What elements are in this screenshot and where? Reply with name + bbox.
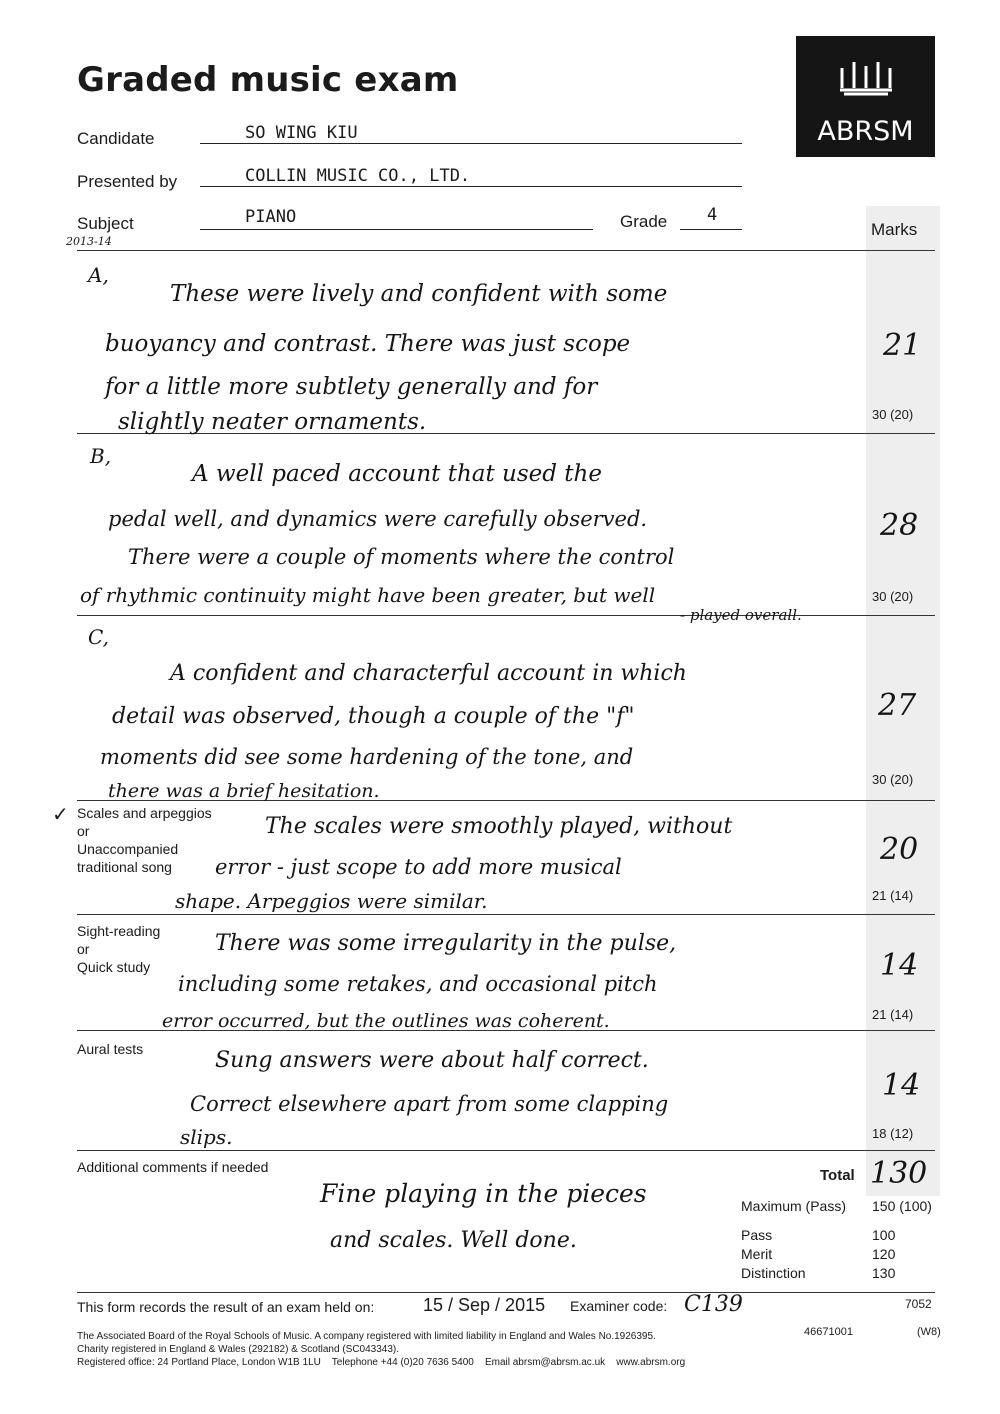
scales-line: error - just scope to add more musical bbox=[215, 855, 622, 879]
aural-mark: 14 bbox=[882, 1068, 921, 1103]
section-c-max: 30 (20) bbox=[872, 772, 914, 787]
section-c-line: detail was observed, though a couple of the "f" bbox=[112, 704, 635, 729]
subject-note: 2013-14 bbox=[66, 235, 112, 248]
aural-line: Correct elsewhere apart from some clapping bbox=[190, 1092, 669, 1116]
sight-max: 21 (14) bbox=[872, 1007, 914, 1022]
section-b-max: 30 (20) bbox=[872, 589, 914, 604]
presented-line bbox=[200, 186, 742, 187]
scales-label-line: Scales and arpeggios bbox=[77, 805, 212, 821]
legal-line: Registered office: 24 Portland Place, London W1B 1LU Telephone +44 (0)20 7636 5400 Email abrsm@abrsm.ac.uk www.abrsm.org bbox=[77, 1357, 686, 1368]
sight-line: error occurred, but the outlines was coherent. bbox=[162, 1010, 610, 1032]
aural-line: slips. bbox=[180, 1125, 233, 1149]
additional-label: Additional comments if needed bbox=[77, 1159, 269, 1175]
section-b-extra: - played overall. bbox=[680, 606, 802, 624]
form-title: Graded music exam bbox=[77, 60, 459, 100]
version-code: (W8) bbox=[917, 1326, 941, 1338]
merit-label: Merit bbox=[741, 1246, 773, 1262]
section-b-line: of rhythmic continuity might have been greater, but well bbox=[80, 583, 656, 607]
serial-number: 46671001 bbox=[804, 1326, 853, 1338]
sight-line: There was some irregularity in the pulse, bbox=[215, 931, 677, 956]
crown-icon bbox=[836, 58, 896, 98]
logo-text: ABRSM bbox=[817, 116, 914, 147]
examiner-label: Examiner code: bbox=[570, 1298, 668, 1314]
legal-line: Charity registered in England & Wales (292182) & Scotland (SC043343). bbox=[77, 1344, 400, 1355]
scales-line: The scales were smoothly played, without bbox=[265, 814, 733, 839]
candidate-label: Candidate bbox=[77, 129, 155, 148]
divider bbox=[77, 1292, 935, 1293]
candidate-line bbox=[200, 143, 742, 144]
sight-reading-label bbox=[77, 922, 160, 976]
subject-label: Subject bbox=[77, 214, 134, 233]
additional-line: Fine playing in the pieces bbox=[320, 1179, 647, 1208]
scales-label-line: or bbox=[77, 823, 90, 839]
abrsm-logo bbox=[796, 36, 935, 157]
scales-max: 21 (14) bbox=[872, 888, 914, 903]
scales-mark: 20 bbox=[880, 832, 919, 867]
section-a-line: These were lively and confident with some bbox=[170, 281, 668, 307]
pass-value: 100 bbox=[872, 1227, 896, 1243]
section-b-mark: 28 bbox=[880, 508, 919, 543]
divider bbox=[77, 615, 935, 616]
form-code: 7052 bbox=[905, 1297, 932, 1311]
presented-label: Presented by bbox=[77, 172, 178, 191]
examiner-code: C139 bbox=[684, 1292, 743, 1317]
candidate-name: SO WING KIU bbox=[245, 123, 358, 143]
scales-label-line: traditional song bbox=[77, 859, 172, 875]
section-c-line: there was a brief hesitation. bbox=[108, 780, 380, 802]
section-a-max: 30 (20) bbox=[872, 407, 914, 422]
section-c-line: A confident and characterful account in which bbox=[170, 661, 687, 686]
max-pass-value: 150 (100) bbox=[872, 1198, 932, 1214]
section-b-letter: B, bbox=[90, 444, 112, 468]
section-a-line: buoyancy and contrast. There was just scope bbox=[105, 331, 631, 357]
section-c-letter: C, bbox=[88, 625, 109, 649]
sight-label-line: Quick study bbox=[77, 959, 151, 975]
sight-label-line: or bbox=[77, 941, 90, 957]
total-label: Total bbox=[820, 1167, 855, 1184]
pass-label: Pass bbox=[741, 1227, 773, 1243]
aural-line: Sung answers were about half correct. bbox=[215, 1048, 649, 1073]
section-b-line: A well paced account that used the bbox=[192, 461, 602, 487]
tick-mark-icon: ✓ bbox=[52, 804, 69, 826]
grade-value: 4 bbox=[707, 205, 718, 225]
merit-value: 120 bbox=[872, 1246, 896, 1262]
grade-line bbox=[680, 229, 742, 230]
exam-date: 15 / Sep / 2015 bbox=[423, 1295, 546, 1315]
total-value: 130 bbox=[870, 1156, 928, 1191]
sight-label-line: Sight-reading bbox=[77, 923, 161, 939]
presented-value: COLLIN MUSIC CO., LTD. bbox=[245, 166, 471, 186]
section-c-mark: 27 bbox=[878, 688, 917, 723]
section-a-letter: A, bbox=[88, 263, 109, 287]
distinction-label: Distinction bbox=[741, 1265, 806, 1281]
legal-line: The Associated Board of the Royal Schools of Music. A company registered with limited liability in England and Wales No.1926395. bbox=[77, 1331, 656, 1342]
section-c-line: moments did see some hardening of the tone, and bbox=[100, 745, 634, 769]
grade-label: Grade bbox=[620, 212, 668, 231]
scales-line: shape. Arpeggios were similar. bbox=[175, 889, 488, 913]
aural-max: 18 (12) bbox=[872, 1126, 914, 1141]
section-a-line: slightly neater ornaments. bbox=[118, 409, 427, 435]
section-a-mark: 21 bbox=[883, 328, 922, 363]
subject-line bbox=[200, 229, 593, 230]
record-text: This form records the result of an exam held on: bbox=[77, 1299, 375, 1315]
marks-header: Marks bbox=[871, 220, 918, 239]
sight-mark: 14 bbox=[880, 948, 919, 983]
section-b-line: There were a couple of moments where the control bbox=[128, 545, 675, 569]
distinction-value: 130 bbox=[872, 1265, 896, 1281]
subject-value: PIANO bbox=[245, 207, 297, 227]
divider bbox=[77, 250, 935, 251]
additional-line: and scales. Well done. bbox=[330, 1228, 577, 1253]
sight-line: including some retakes, and occasional pitch bbox=[178, 972, 658, 996]
aural-label: Aural tests bbox=[77, 1041, 144, 1057]
scales-label bbox=[77, 804, 212, 876]
section-a-line: for a little more subtlety generally and for bbox=[105, 374, 598, 400]
scales-label-line: Unaccompanied bbox=[77, 841, 179, 857]
section-b-line: pedal well, and dynamics were carefully observed. bbox=[108, 507, 648, 531]
max-pass-label: Maximum (Pass) bbox=[741, 1198, 847, 1214]
